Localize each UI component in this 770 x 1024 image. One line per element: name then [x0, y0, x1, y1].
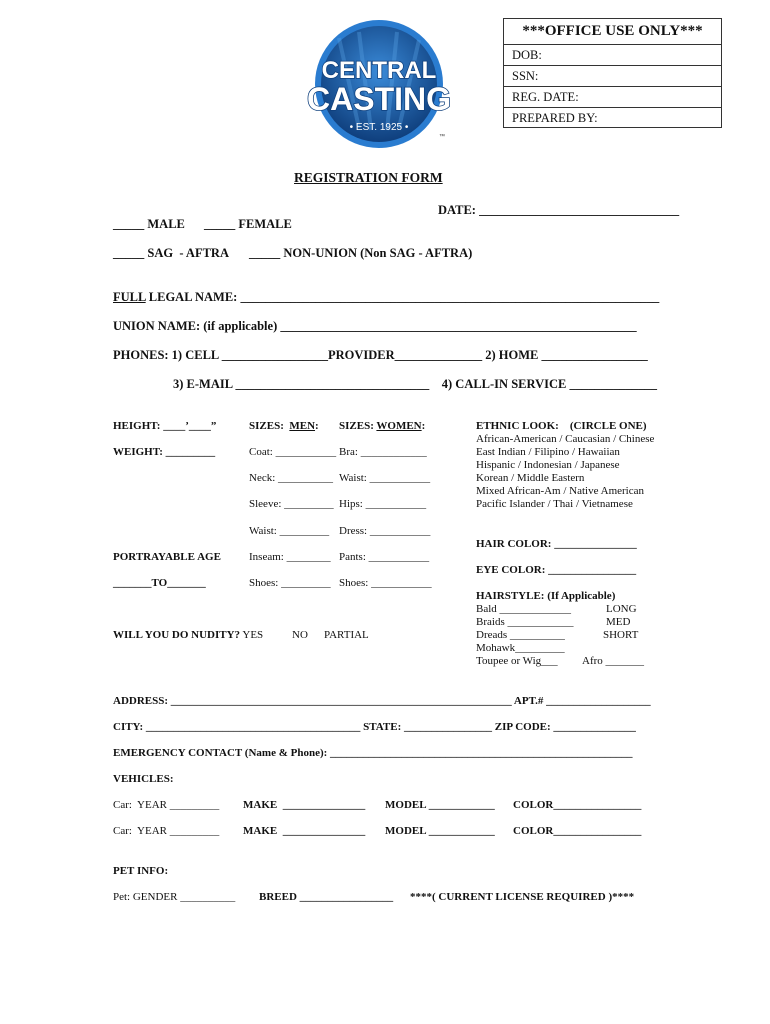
- ethnic-option[interactable]: Pacific Islander / Thai / Vietnamese: [476, 498, 633, 510]
- vehicle2-make[interactable]: MAKE _______________: [243, 825, 366, 837]
- nudity-no[interactable]: NO: [292, 629, 308, 641]
- eye-color-field[interactable]: EYE COLOR: ________________: [476, 564, 637, 576]
- vehicle1-model[interactable]: MODEL ____________: [385, 799, 495, 811]
- license-required-note: ****( CURRENT LICENSE REQUIRED )****: [410, 891, 635, 903]
- women-dress[interactable]: Dress: ___________: [339, 525, 431, 537]
- phones-line2[interactable]: 3) E-MAIL _______________________________ 4) CALL-IN SERVICE ______________: [173, 377, 657, 391]
- vehicle1-year[interactable]: Car: YEAR _________: [113, 799, 220, 811]
- men-neck[interactable]: Neck: __________: [249, 472, 334, 484]
- vehicle1-make[interactable]: MAKE _______________: [243, 799, 366, 811]
- male-option[interactable]: _____ MALE: [113, 217, 185, 231]
- non-union-option[interactable]: _____ NON-UNION (Non SAG - AFTRA): [249, 246, 473, 260]
- vehicle2-model[interactable]: MODEL ____________: [385, 825, 495, 837]
- hairstyle-header: HAIRSTYLE: (If Applicable): [476, 590, 616, 602]
- ethnic-option[interactable]: Mixed African-Am / Native American: [476, 485, 645, 497]
- nudity-yes[interactable]: YES: [242, 629, 264, 641]
- legal-name-label: LEGAL NAME: ___________________________________________________________________: [145, 290, 660, 304]
- office-title: ***OFFICE USE ONLY***: [504, 19, 721, 45]
- pet-breed-field[interactable]: BREED _________________: [259, 891, 394, 903]
- logo-est: • EST. 1925 •: [349, 122, 409, 133]
- hairstyle-mohawk[interactable]: Mohawk_________: [476, 642, 565, 654]
- vehicle2-year[interactable]: Car: YEAR _________: [113, 825, 220, 837]
- office-reg-date[interactable]: REG. DATE:: [504, 87, 721, 108]
- hairstyle-bald[interactable]: Bald _____________: [476, 603, 572, 615]
- height-field[interactable]: HEIGHT: ____’____”: [113, 420, 217, 432]
- ethnic-option[interactable]: African-American / Caucasian / Chinese: [476, 433, 655, 445]
- women-shoes[interactable]: Shoes: ___________: [339, 577, 432, 589]
- legal-name-field[interactable]: [113, 290, 659, 304]
- logo-tm: ™: [439, 134, 445, 140]
- sag-aftra-option[interactable]: _____ SAG - AFTRA: [113, 246, 229, 260]
- phones-line1[interactable]: PHONES: 1) CELL _________________PROVIDER______________ 2) HOME _________________: [113, 348, 648, 362]
- office-dob[interactable]: DOB:: [504, 45, 721, 66]
- men-coat[interactable]: Coat: ___________: [249, 446, 337, 458]
- vehicle2-color[interactable]: COLOR________________: [513, 825, 642, 837]
- logo-line1: CENTRAL: [321, 57, 437, 84]
- emergency-contact-field[interactable]: EMERGENCY CONTACT (Name & Phone): _______________________________________________________: [113, 747, 633, 759]
- central-casting-logo: [299, 18, 459, 150]
- hair-color-field[interactable]: HAIR COLOR: _______________: [476, 538, 637, 550]
- sizes-men-header: SIZES: MEN:: [249, 420, 319, 432]
- women-pants[interactable]: Pants: ___________: [339, 551, 430, 563]
- hairstyle-afro[interactable]: Afro _______: [582, 655, 645, 667]
- office-use-box: [503, 18, 722, 128]
- men-inseam[interactable]: Inseam: ________: [249, 551, 331, 563]
- women-bra[interactable]: Bra: ____________: [339, 446, 427, 458]
- nudity-row: [113, 629, 263, 642]
- address-field[interactable]: ADDRESS: ______________________________________________________________ APT.# ___________________: [113, 695, 651, 707]
- female-option[interactable]: _____ FEMALE: [204, 217, 292, 231]
- women-waist[interactable]: Waist: ___________: [339, 472, 431, 484]
- men-sleeve[interactable]: Sleeve: _________: [249, 498, 334, 510]
- city-state-zip-field[interactable]: CITY: _______________________________________ STATE: ________________ ZIP CODE: _______________: [113, 721, 636, 733]
- hair-length-long[interactable]: LONG: [606, 603, 637, 615]
- men-shoes[interactable]: Shoes: _________: [249, 577, 331, 589]
- union-name-field[interactable]: UNION NAME: (if applicable) _________________________________________________________: [113, 319, 637, 333]
- hairstyle-braids[interactable]: Braids ____________: [476, 616, 574, 628]
- ethnic-option[interactable]: East Indian / Filipino / Hawaiian: [476, 446, 620, 458]
- office-ssn[interactable]: SSN:: [504, 66, 721, 87]
- logo-line2: CASTING: [307, 81, 451, 117]
- nudity-partial[interactable]: PARTIAL: [324, 629, 369, 641]
- portrayable-age-label: PORTRAYABLE AGE: [113, 551, 221, 563]
- ethnic-option[interactable]: Korean / Middle Eastern: [476, 472, 585, 484]
- full-label: FULL: [113, 290, 146, 304]
- nudity-question: WILL YOU DO NUDITY?: [113, 629, 241, 641]
- weight-field[interactable]: WEIGHT: _________: [113, 446, 216, 458]
- hair-length-short[interactable]: SHORT: [603, 629, 639, 641]
- pet-gender-field[interactable]: Pet: GENDER __________: [113, 891, 236, 903]
- women-hips[interactable]: Hips: ___________: [339, 498, 427, 510]
- sizes-women-header: SIZES: WOMEN:: [339, 420, 426, 432]
- ethnic-option[interactable]: Hispanic / Indonesian / Japanese: [476, 459, 620, 471]
- hairstyle-dreads[interactable]: Dreads __________: [476, 629, 565, 641]
- vehicles-header: VEHICLES:: [113, 773, 174, 785]
- ethnic-look-header: ETHNIC LOOK: (CIRCLE ONE): [476, 420, 647, 432]
- office-prepared-by[interactable]: PREPARED BY:: [512, 111, 598, 125]
- hairstyle-toupee[interactable]: Toupee or Wig___: [476, 655, 558, 667]
- men-waist[interactable]: Waist: _________: [249, 525, 330, 537]
- age-range-field[interactable]: _______TO_______: [113, 577, 206, 589]
- pet-info-header: PET INFO:: [113, 865, 169, 877]
- form-title: REGISTRATION FORM: [294, 170, 443, 185]
- date-field[interactable]: DATE: ________________________________: [438, 203, 680, 217]
- hair-length-med[interactable]: MED: [606, 616, 631, 628]
- vehicle1-color[interactable]: COLOR________________: [513, 799, 642, 811]
